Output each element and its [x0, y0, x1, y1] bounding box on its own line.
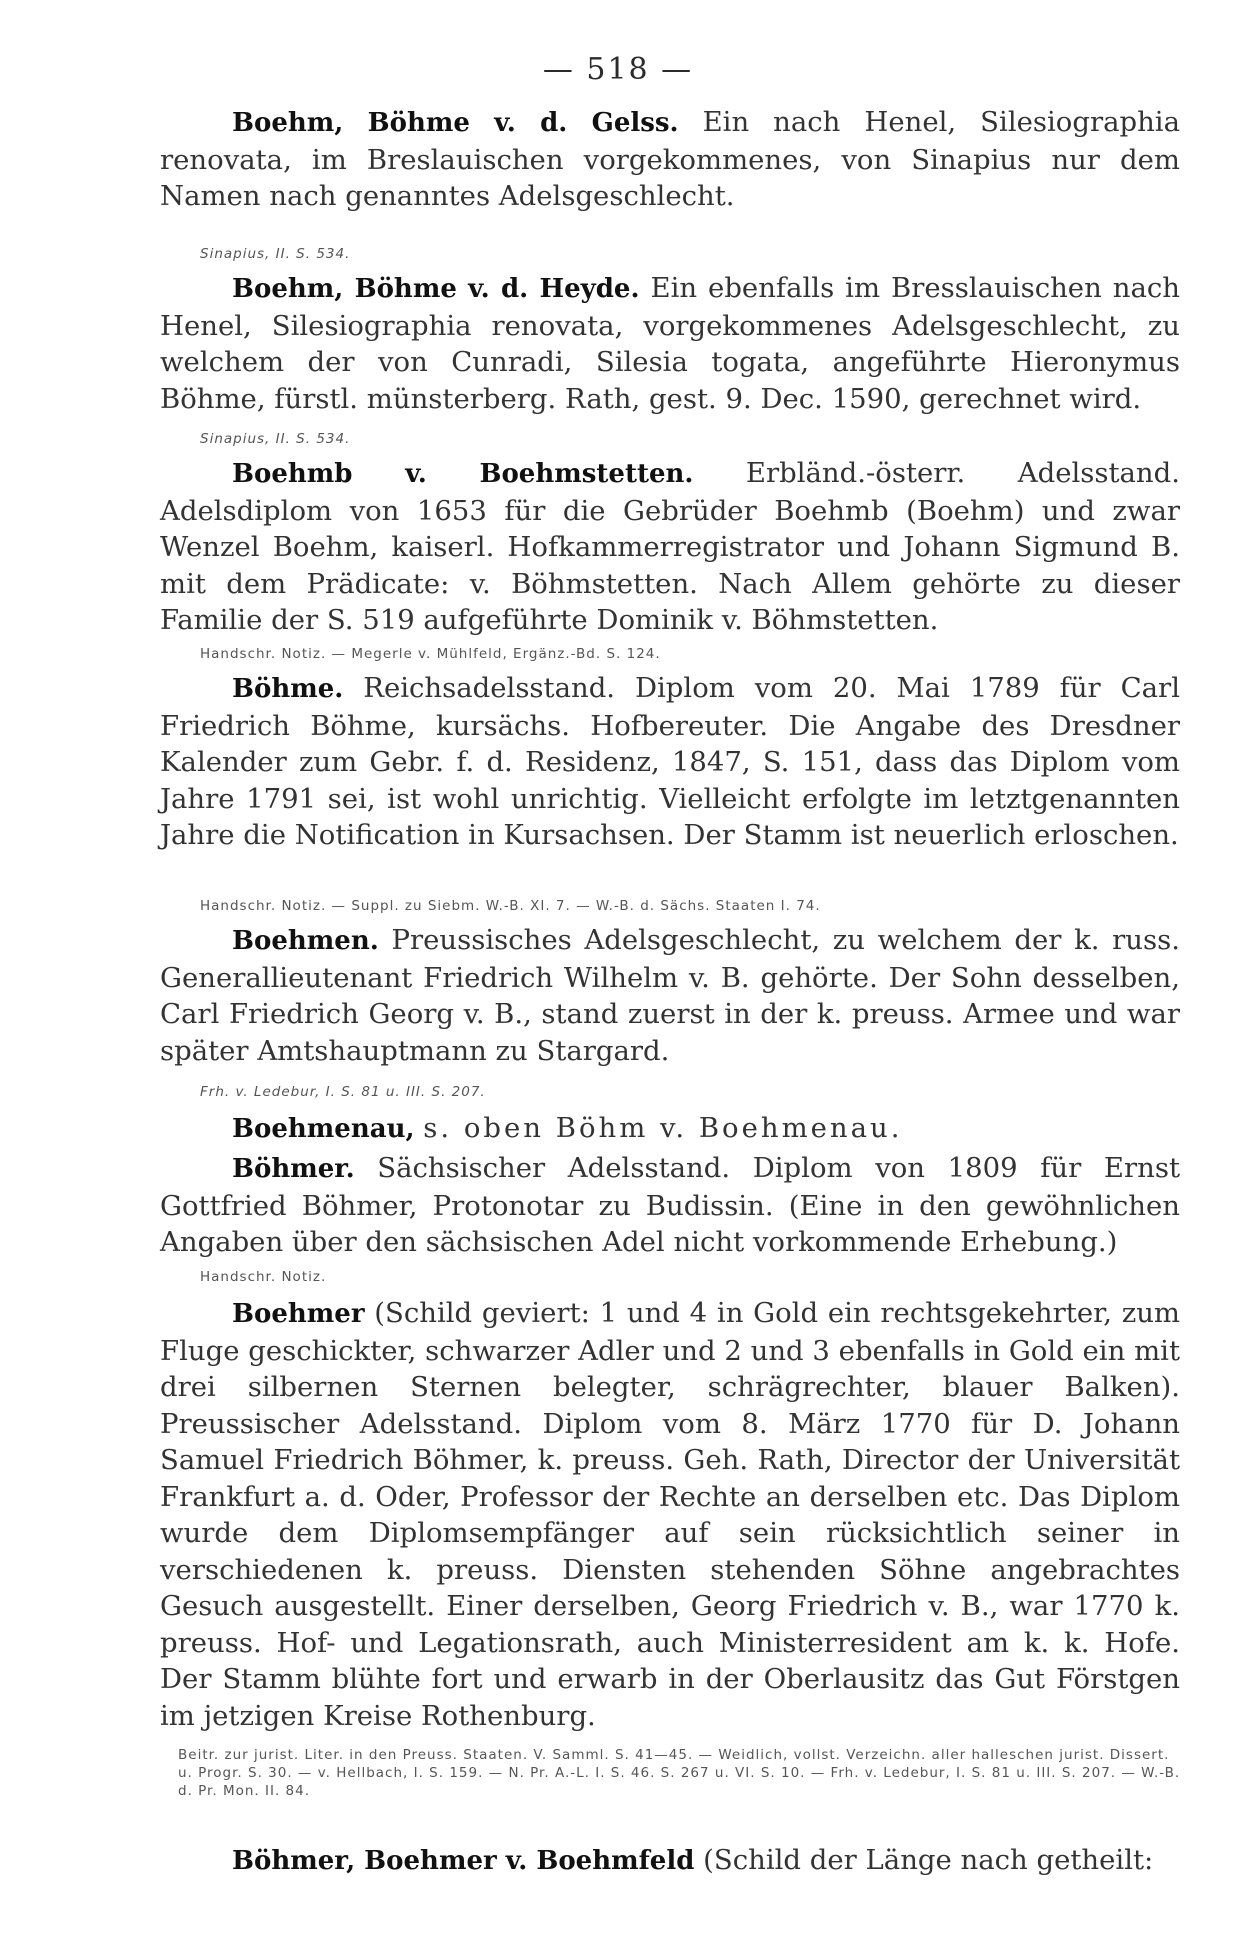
entry-text: Ein ebenfalls im Bresslauischen nach Henel, Silesiographia renovata, vorgekommenes Adelsgeschlecht, zu welchem der von Cunradi, Silesia togata, angeführte Hieronymus Böhme, fürstl. münsterberg. Rath, gest. 9. Dec. 1590, gerechnet wird.: [160, 272, 1180, 415]
entry-heading: Boehm, Böhme v. d. Heyde.: [232, 274, 640, 304]
entry-text: s. oben Böhm v. Boehmenau.: [423, 1112, 903, 1144]
entry-text: Reichsadelsstand. Diplom vom 20. Mai 1789 für Carl Friedrich Böhme, kursächs. Hofbereuter. Die Angabe des Dresdner Kalender zum Gebr. f. d. Residenz, 1847, S. 151, dass das Diplom vom Jahre 1791 sei, ist wohl unrichtig. Vielleicht erfolgte im letztgenannten Jahre die Notification in Kursachsen. Der Stamm ist neuerlich erloschen.: [160, 672, 1180, 851]
entry-heading: Böhmer, Boehmer v. Boehmfeld: [232, 1846, 695, 1876]
entry-heading: Boehmer: [232, 1299, 365, 1329]
entry-heading: Boehmenau,: [232, 1114, 415, 1144]
entry-reference: Frh. v. Ledebur, I. S. 81 u. III. S. 207.: [200, 1084, 486, 1100]
entry-heading: Böhmer.: [232, 1154, 355, 1184]
entry-text: Ein nach Henel, Silesiographia renovata, im Breslauischen vorgekommenes, von Sinapius nur dem Namen nach genanntes Adelsgeschlecht.: [160, 106, 1180, 212]
entry-reference: Handschr. Notiz. — Suppl. zu Siebm. W.-B. XI. 7. — W.-B. d. Sächs. Staaten I. 74.: [200, 898, 821, 914]
entry-reference: Sinapius, II. S. 534.: [200, 246, 351, 262]
entry-boehmen: [160, 922, 1180, 1069]
entry-boehme: [160, 670, 1180, 854]
entry-reference: Beitr. zur jurist. Liter. in den Preuss. Staaten. V. Samml. S. 41—45. — Weidlich, vollst. Verzeichn. aller halleschen jurist. Dissert. u. Progr. S. 30. — v. Hellbach, I. S. 159. — N. Pr. A.-L. I. S. 46. S. 267 u. VI. S. 10. — Frh. v. Ledebur, I. S. 81 u. III. S. 207. — W.-B. d. Pr. Mon. II. 84.: [178, 1747, 1181, 1799]
entry-heading: Boehmb v. Boehmstetten.: [232, 459, 694, 489]
entry-heading: Böhme.: [232, 674, 344, 704]
entry-boehmb-boehmstetten: [160, 455, 1180, 639]
entry-reference: Sinapius, II. S. 534.: [200, 431, 351, 447]
entry-boehmer-boehmfeld: [160, 1842, 1180, 1880]
entry-boehm-gelss: [160, 104, 1180, 215]
entry-boehmer-saechs: [160, 1150, 1180, 1261]
entry-heading: Boehm, Böhme v. d. Gelss.: [232, 108, 679, 138]
entry-text: Sächsischer Adelsstand. Diplom von 1809 für Ernst Gottfried Böhmer, Protonotar zu Budissin. (Eine in den gewöhnlichen Angaben über den sächsischen Adel nicht vorkommende Erhebung.): [160, 1152, 1181, 1258]
entry-reference: Handschr. Notiz. — Megerle v. Mühlfeld, Ergänz.-Bd. S. 124.: [200, 646, 661, 662]
entry-text: Erbländ.-österr. Adelsstand. Adelsdiplom von 1653 für die Gebrüder Boehmb (Boehm) und zwar Wenzel Boehm, kaiserl. Hofkammerregistrator und Johann Sigmund B. mit dem Prädicate: v. Böhmstetten. Nach Allem gehörte zu dieser Familie der S. 519 aufgeführte Dominik v. Böhmstetten.: [160, 457, 1180, 636]
entry-boehmer-preuss: [160, 1295, 1180, 1734]
entry-text: (Schild der Länge nach getheilt:: [703, 1844, 1154, 1876]
entry-boehm-heyde: [160, 270, 1180, 417]
entry-boehmenau: [160, 1110, 1180, 1148]
entry-heading: Boehmen.: [232, 926, 379, 956]
entry-reference: Handschr. Notiz.: [200, 1269, 327, 1285]
entry-text: Preussisches Adelsgeschlecht, zu welchem der k. russ. Generallieutenant Friedrich Wilhelm v. B. gehörte. Der Sohn desselben, Carl Friedrich Georg v. B., stand zuerst in der k. preuss. Armee und war später Amtshauptmann zu Stargard.: [160, 924, 1180, 1067]
entry-text: (Schild geviert: 1 und 4 in Gold ein rechtsgekehrter, zum Fluge geschickter, schwarzer Adler und 2 und 3 ebenfalls in Gold ein mit drei silbernen Sternen belegter, schrägrechter, blauer Balken). Preussischer Adelsstand. Diplom vom 8. März 1770 für D. Johann Samuel Friedrich Böhmer, k. preuss. Geh. Rath, Director der Universität Frankfurt a. d. Oder, Professor der Rechte an derselben etc. Das Diplom wurde dem Diplomsempfänger auf sein rücksichtlich seiner in verschiedenen k. preuss. Diensten stehenden Söhne angebrachtes Gesuch ausgestellt. Einer derselben, Georg Friedrich v. B., war 1770 k. preuss. Hof- und Legationsrath, auch Ministerresident am k. k. Hofe. Der Stamm blühte fort und erwarb in der Oberlausitz das Gut Förstgen im jetzigen Kreise Rothenburg.: [160, 1297, 1180, 1732]
page-number: — 518 —: [542, 52, 694, 87]
